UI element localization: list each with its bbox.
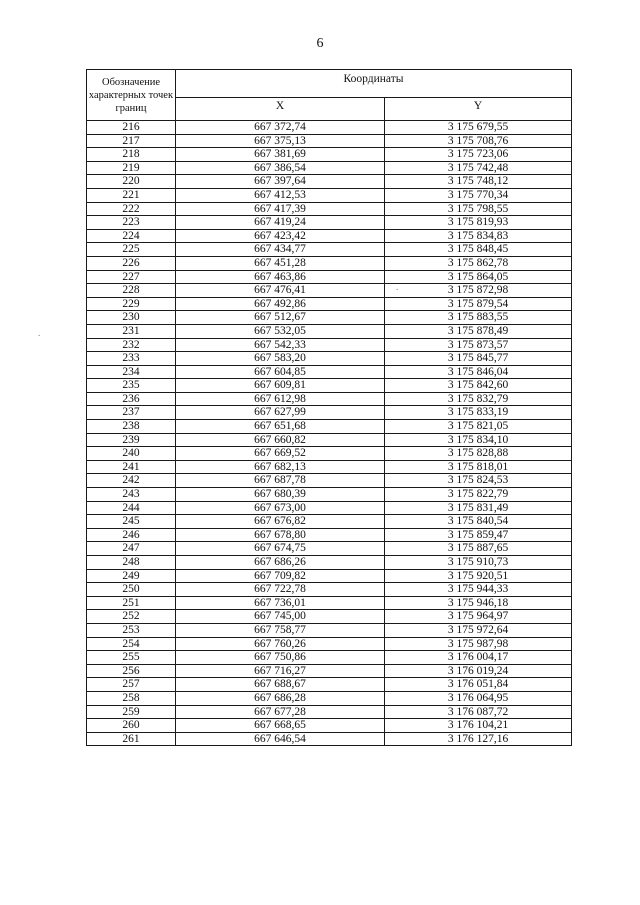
point-cell: 241 — [87, 460, 176, 474]
table-row — [87, 610, 572, 624]
table-row — [87, 651, 572, 665]
x-coordinate-cell: 667 417,39 — [176, 202, 385, 216]
point-cell: 231 — [87, 324, 176, 338]
table-row — [87, 216, 572, 230]
y-column-header: Y — [385, 98, 572, 121]
point-cell: 254 — [87, 637, 176, 651]
y-coordinate-cell: 3 175 910,73 — [385, 556, 572, 570]
x-coordinate-cell: 667 678,80 — [176, 528, 385, 542]
y-coordinate-cell: 3 175 824,53 — [385, 474, 572, 488]
scan-speck: . — [38, 328, 41, 338]
x-coordinate-cell: 667 434,77 — [176, 243, 385, 257]
table-row — [87, 488, 572, 502]
x-coordinate-cell: 667 646,54 — [176, 732, 385, 746]
x-coordinate-cell: 667 673,00 — [176, 501, 385, 515]
point-cell: 219 — [87, 161, 176, 175]
point-cell: 222 — [87, 202, 176, 216]
point-cell: 230 — [87, 311, 176, 325]
point-cell: 226 — [87, 256, 176, 270]
table-row — [87, 379, 572, 393]
point-cell: 240 — [87, 447, 176, 461]
y-coordinate-cell: 3 175 944,33 — [385, 583, 572, 597]
y-coordinate-cell: 3 175 887,65 — [385, 542, 572, 556]
table-row — [87, 623, 572, 637]
table-row — [87, 134, 572, 148]
page-number: 6 — [316, 36, 324, 51]
y-coordinate-cell: 3 176 104,21 — [385, 719, 572, 733]
table-row — [87, 596, 572, 610]
y-coordinate-cell: 3 175 831,49 — [385, 501, 572, 515]
table-row — [87, 691, 572, 705]
x-coordinate-cell: 667 745,00 — [176, 610, 385, 624]
point-cell: 249 — [87, 569, 176, 583]
y-coordinate-cell: 3 176 019,24 — [385, 664, 572, 678]
point-cell: 253 — [87, 623, 176, 637]
y-coordinate-cell: 3 175 834,83 — [385, 229, 572, 243]
point-cell: 250 — [87, 583, 176, 597]
table-row — [87, 175, 572, 189]
y-coordinate-cell: 3 175 748,12 — [385, 175, 572, 189]
table-row — [87, 542, 572, 556]
y-coordinate-cell: 3 175 848,45 — [385, 243, 572, 257]
table-row — [87, 324, 572, 338]
point-cell: 255 — [87, 651, 176, 665]
table-row — [87, 148, 572, 162]
point-cell: 238 — [87, 420, 176, 434]
point-column-header: Обозначение характерных точек границ — [87, 70, 176, 121]
y-coordinate-cell: 3 175 821,05 — [385, 420, 572, 434]
x-coordinate-cell: 667 716,27 — [176, 664, 385, 678]
x-coordinate-cell: 667 609,81 — [176, 379, 385, 393]
table-row — [87, 528, 572, 542]
x-coordinate-cell: 667 736,01 — [176, 596, 385, 610]
y-coordinate-cell: 3 175 833,19 — [385, 406, 572, 420]
y-coordinate-cell: 3 175 862,78 — [385, 256, 572, 270]
x-coordinate-cell: 667 512,67 — [176, 311, 385, 325]
x-coordinate-cell: 667 423,42 — [176, 229, 385, 243]
point-cell: 216 — [87, 121, 176, 135]
table-row — [87, 515, 572, 529]
table-row — [87, 501, 572, 515]
point-cell: 223 — [87, 216, 176, 230]
point-cell: 244 — [87, 501, 176, 515]
x-coordinate-cell: 667 604,85 — [176, 365, 385, 379]
table-row — [87, 121, 572, 135]
x-coordinate-cell: 667 492,86 — [176, 297, 385, 311]
x-coordinate-cell: 667 412,53 — [176, 188, 385, 202]
table-row — [87, 678, 572, 692]
point-cell: 229 — [87, 297, 176, 311]
table-row — [87, 229, 572, 243]
x-column-header: X — [176, 98, 385, 121]
table-row — [87, 664, 572, 678]
y-coordinate-cell: 3 175 770,34 — [385, 188, 572, 202]
x-coordinate-cell: 667 612,98 — [176, 392, 385, 406]
table-row — [87, 311, 572, 325]
x-coordinate-cell: 667 372,74 — [176, 121, 385, 135]
table-row — [87, 352, 572, 366]
x-coordinate-cell: 667 680,39 — [176, 488, 385, 502]
x-coordinate-cell: 667 419,24 — [176, 216, 385, 230]
point-cell: 228 — [87, 284, 176, 298]
point-cell: 260 — [87, 719, 176, 733]
table-row — [87, 243, 572, 257]
y-coordinate-cell: 3 175 822,79 — [385, 488, 572, 502]
point-cell: 252 — [87, 610, 176, 624]
point-cell: 257 — [87, 678, 176, 692]
point-cell: 221 — [87, 188, 176, 202]
table-row — [87, 256, 572, 270]
x-coordinate-cell: 667 758,77 — [176, 623, 385, 637]
x-coordinate-cell: 667 651,68 — [176, 420, 385, 434]
y-coordinate-cell: 3 175 859,47 — [385, 528, 572, 542]
point-cell: 237 — [87, 406, 176, 420]
x-coordinate-cell: 667 669,52 — [176, 447, 385, 461]
y-coordinate-cell: 3 175 842,60 — [385, 379, 572, 393]
y-coordinate-cell: 3 176 051,84 — [385, 678, 572, 692]
y-coordinate-cell: 3 175 828,88 — [385, 447, 572, 461]
y-coordinate-cell: 3 175 920,51 — [385, 569, 572, 583]
y-coordinate-cell: 3 175 708,76 — [385, 134, 572, 148]
x-coordinate-cell: 667 674,75 — [176, 542, 385, 556]
y-coordinate-cell: 3 175 818,01 — [385, 460, 572, 474]
point-cell: 259 — [87, 705, 176, 719]
x-coordinate-cell: 667 583,20 — [176, 352, 385, 366]
y-coordinate-cell: 3 175 846,04 — [385, 365, 572, 379]
table-header — [87, 70, 572, 121]
y-coordinate-cell: 3 175 864,05 — [385, 270, 572, 284]
table-row — [87, 583, 572, 597]
y-coordinate-cell: 3 175 834,10 — [385, 433, 572, 447]
table-row — [87, 297, 572, 311]
point-cell: 239 — [87, 433, 176, 447]
x-coordinate-cell: 667 760,26 — [176, 637, 385, 651]
point-cell: 243 — [87, 488, 176, 502]
x-coordinate-cell: 667 750,86 — [176, 651, 385, 665]
x-coordinate-cell: 667 686,28 — [176, 691, 385, 705]
x-coordinate-cell: 667 668,65 — [176, 719, 385, 733]
y-coordinate-cell: 3 176 004,17 — [385, 651, 572, 665]
table-row — [87, 474, 572, 488]
table-row — [87, 719, 572, 733]
table-row — [87, 460, 572, 474]
y-coordinate-cell: 3 175 964,97 — [385, 610, 572, 624]
x-coordinate-cell: 667 476,41 — [176, 284, 385, 298]
y-coordinate-cell: 3 175 883,55 — [385, 311, 572, 325]
x-coordinate-cell: 667 386,54 — [176, 161, 385, 175]
y-coordinate-cell: 3 175 873,57 — [385, 338, 572, 352]
point-cell: 258 — [87, 691, 176, 705]
y-coordinate-cell: 3 175 878,49 — [385, 324, 572, 338]
point-cell: 251 — [87, 596, 176, 610]
point-cell: 236 — [87, 392, 176, 406]
x-coordinate-cell: 667 688,67 — [176, 678, 385, 692]
table-row — [87, 188, 572, 202]
point-cell: 233 — [87, 352, 176, 366]
point-cell: 245 — [87, 515, 176, 529]
table-row — [87, 284, 572, 298]
y-coordinate-cell: 3 175 879,54 — [385, 297, 572, 311]
x-coordinate-cell: 667 375,13 — [176, 134, 385, 148]
y-coordinate-cell: 3 175 987,98 — [385, 637, 572, 651]
table-row — [87, 161, 572, 175]
table-row — [87, 365, 572, 379]
point-cell: 227 — [87, 270, 176, 284]
point-cell: 225 — [87, 243, 176, 257]
table-row — [87, 569, 572, 583]
y-coordinate-cell: 3 176 064,95 — [385, 691, 572, 705]
point-cell: 256 — [87, 664, 176, 678]
x-coordinate-cell: 667 677,28 — [176, 705, 385, 719]
x-coordinate-cell: 667 397,64 — [176, 175, 385, 189]
point-cell: 220 — [87, 175, 176, 189]
y-coordinate-cell: 3 175 832,79 — [385, 392, 572, 406]
point-cell: 232 — [87, 338, 176, 352]
table-row — [87, 732, 572, 746]
y-coordinate-cell: 3 175 946,18 — [385, 596, 572, 610]
point-cell: 218 — [87, 148, 176, 162]
x-coordinate-cell: 667 451,28 — [176, 256, 385, 270]
x-coordinate-cell: 667 381,69 — [176, 148, 385, 162]
point-cell: 217 — [87, 134, 176, 148]
x-coordinate-cell: 667 676,82 — [176, 515, 385, 529]
y-coordinate-cell: 3 176 127,16 — [385, 732, 572, 746]
x-coordinate-cell: 667 463,86 — [176, 270, 385, 284]
y-coordinate-cell: 3 175 723,06 — [385, 148, 572, 162]
table-row — [87, 433, 572, 447]
x-coordinate-cell: 667 682,13 — [176, 460, 385, 474]
x-coordinate-cell: 667 532,05 — [176, 324, 385, 338]
x-coordinate-cell: 667 687,78 — [176, 474, 385, 488]
table-row — [87, 270, 572, 284]
point-cell: 242 — [87, 474, 176, 488]
y-coordinate-cell: 3 175 845,77 — [385, 352, 572, 366]
table-row — [87, 420, 572, 434]
y-coordinate-cell: 3 175 840,54 — [385, 515, 572, 529]
point-cell: 235 — [87, 379, 176, 393]
scan-speck: . — [396, 282, 399, 292]
point-cell: 248 — [87, 556, 176, 570]
table-row — [87, 637, 572, 651]
y-coordinate-cell: 3 175 798,55 — [385, 202, 572, 216]
table-body — [87, 121, 572, 746]
table-row — [87, 406, 572, 420]
table-row — [87, 556, 572, 570]
y-coordinate-cell: 3 175 872,98 — [385, 284, 572, 298]
table-row — [87, 338, 572, 352]
point-cell: 246 — [87, 528, 176, 542]
table-row — [87, 202, 572, 216]
y-coordinate-cell: 3 175 972,64 — [385, 623, 572, 637]
y-coordinate-cell: 3 175 679,55 — [385, 121, 572, 135]
y-coordinate-cell: 3 175 742,48 — [385, 161, 572, 175]
x-coordinate-cell: 667 627,99 — [176, 406, 385, 420]
x-coordinate-cell: 667 660,82 — [176, 433, 385, 447]
y-coordinate-cell: 3 175 819,93 — [385, 216, 572, 230]
table-row — [87, 392, 572, 406]
x-coordinate-cell: 667 686,26 — [176, 556, 385, 570]
point-cell: 247 — [87, 542, 176, 556]
x-coordinate-cell: 667 542,33 — [176, 338, 385, 352]
x-coordinate-cell: 667 722,78 — [176, 583, 385, 597]
table-row — [87, 447, 572, 461]
y-coordinate-cell: 3 176 087,72 — [385, 705, 572, 719]
x-coordinate-cell: 667 709,82 — [176, 569, 385, 583]
coordinates-column-header: Координаты — [176, 70, 572, 98]
table-row — [87, 705, 572, 719]
point-cell: 261 — [87, 732, 176, 746]
point-cell: 224 — [87, 229, 176, 243]
point-cell: 234 — [87, 365, 176, 379]
coordinates-table — [86, 69, 572, 746]
